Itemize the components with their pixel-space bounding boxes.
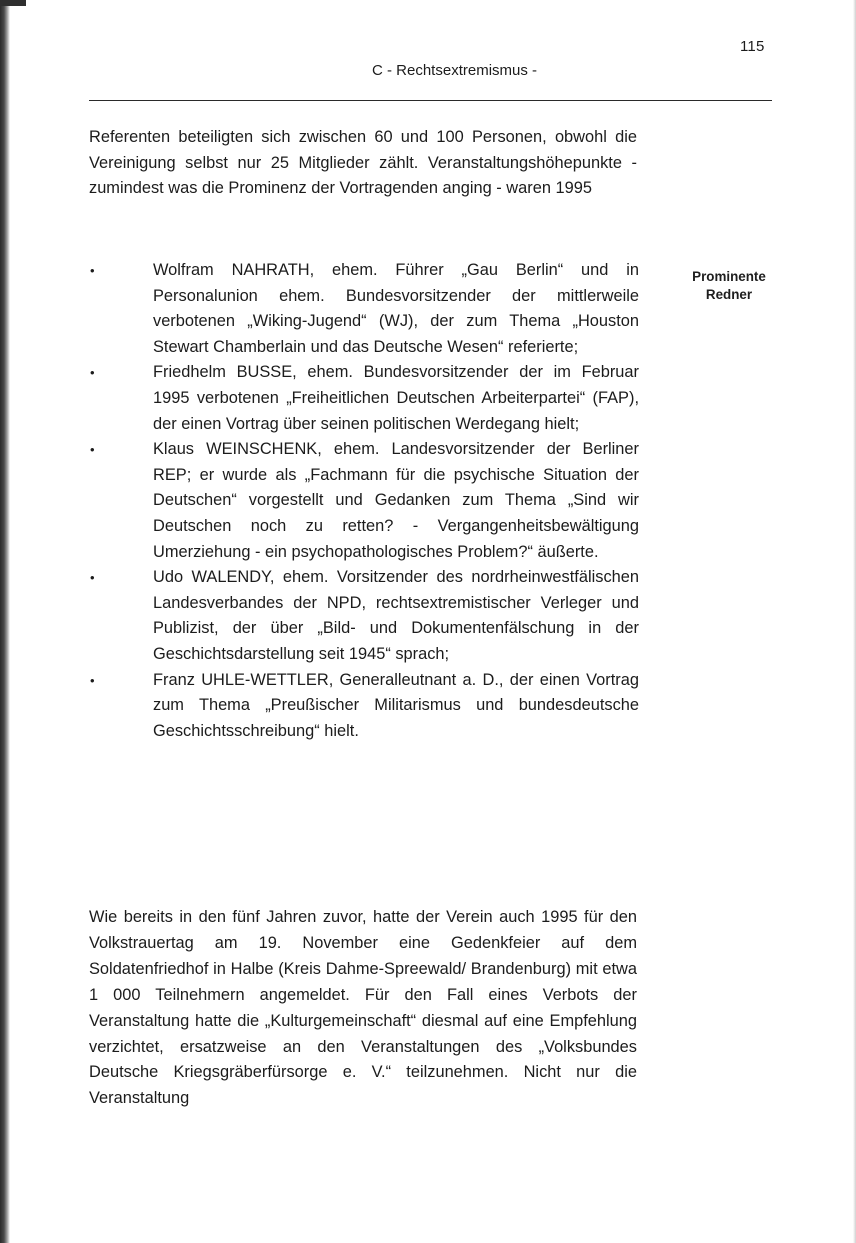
- list-item-text: Klaus WEINSCHENK, ehem. Landesvorsitzender der Berliner REP; er wurde als „Fachmann für die psychische Situation der Deutschen“ vorgestellt und Gedanken zum Thema „Sind wir Deutschen noch zu retten? - Vergangenheitsbewältigung Umerziehung - ein psychopathologisches Problem?“ äußerte.: [153, 440, 639, 561]
- list-item: [89, 565, 639, 667]
- closing-paragraph: Wie bereits in den fünf Jahren zuvor, hatte der Verein auch 1995 für den Volkstrauertag am 19. November eine Gedenkfeier auf dem Soldatenfriedhof in Halbe (Kreis Dahme-Spreewald/ Brandenburg) mit etwa 1 000 Teilnehmern angemeldet. Für den Fall eines Verbots der Veranstaltung hatte die „Kulturgemeinschaft“ diesmal auf eine Empfehlung verzichtet, ersatzweise an den Veranstaltungen des „Volksbundes Deutsche Kriegsgräberfürsorge e. V.“ teilzunehmen. Nicht nur die Veranstaltung: [89, 908, 637, 1108]
- list-item: [89, 668, 639, 745]
- scan-edge-top: [0, 0, 26, 6]
- bullet-icon: •: [90, 263, 95, 278]
- list-item: [89, 258, 639, 360]
- bullet-icon: •: [90, 570, 95, 586]
- list-item-text: Friedhelm BUSSE, ehem. Bundesvorsitzender der im Februar 1995 verbotenen „Freiheitlichen Deutschen Arbeiterpartei“ (FAP), der einen Vortrag über seinen politischen Werdegang hielt;: [153, 363, 639, 433]
- list-item-text: Franz UHLE-WETTLER, Generalleutnant a. D., der einen Vortrag zum Thema „Preußischer Militarismus und bundesdeutsche Geschichtsschreibung“ hielt.: [153, 670, 639, 740]
- margin-note: [679, 268, 779, 304]
- intro-paragraph: Referenten beteiligten sich zwischen 60 und 100 Personen, obwohl die Vereinigung selbst nur 25 Mitglieder zählt. Veranstaltungshöhepunkte - zumindest was die Prominenz der Vortragenden anging - waren 1995: [89, 128, 637, 198]
- list-item: [89, 360, 639, 437]
- list-item-text: Udo WALENDY, ehem. Vorsitzender des nordrheinwestfälischen Landesverbandes der NPD, rechtsextremistischer Verleger und Publizist, der über „Bild- und Dokumentenfälschung in der Geschichtsdarstellung seit 1945“ sprach;: [153, 568, 639, 663]
- header-rule: [89, 100, 772, 101]
- margin-note-line-2: Redner: [705, 286, 753, 302]
- scan-edge-left: [0, 0, 10, 1243]
- bullet-icon: •: [90, 442, 95, 458]
- list-item: [89, 437, 639, 565]
- speaker-list: [89, 258, 639, 744]
- bullet-icon: •: [90, 672, 95, 688]
- running-head: C - Rechtsextremismus -: [372, 62, 538, 79]
- list-item-text: Wolfram NAHRATH, ehem. Führer „Gau Berlin“ und in Personalunion ehem. Bundesvorsitzender der mittlerweile verbotenen „Wiking-Jugend“ (WJ), der zum Thema „Houston Stewart Chamberlain und das Deutsche Wesen“ referierte;: [153, 261, 639, 356]
- margin-note-line-1: Prominente: [692, 269, 766, 284]
- bullet-icon: •: [90, 365, 95, 381]
- page-number: 115: [740, 38, 765, 55]
